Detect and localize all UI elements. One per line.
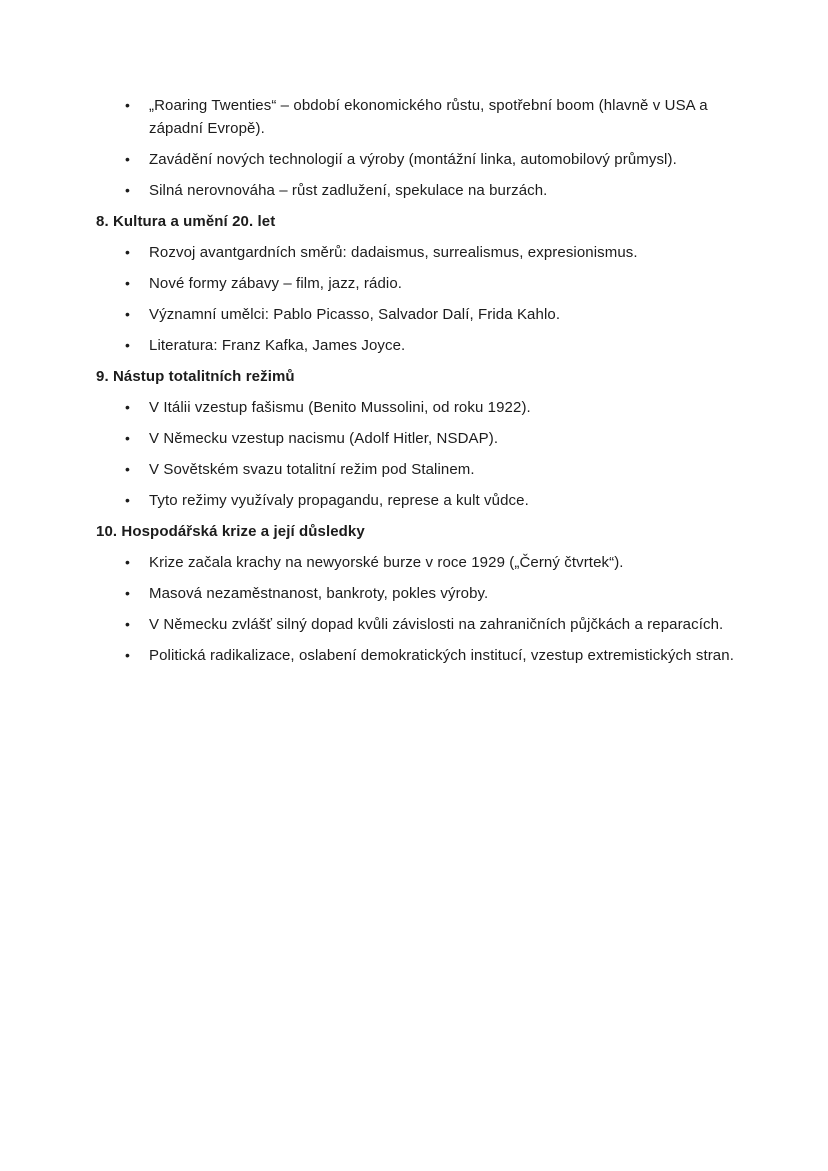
bullet-list bbox=[96, 396, 736, 512]
bullet-text: V Německu zvlášť silný dopad kvůli závislosti na zahraničních půjčkách a reparacích. bbox=[149, 616, 724, 633]
bullet-list bbox=[96, 551, 736, 667]
bullet-icon: • bbox=[125, 616, 130, 632]
bullet-text: „Roaring Twenties“ – období ekonomického růstu, spotřební boom (hlavně v USA a západní Evropě). bbox=[149, 97, 708, 137]
bullet-icon: • bbox=[125, 554, 130, 570]
bullet-icon: • bbox=[125, 244, 130, 260]
section-heading: 9. Nástup totalitních režimů bbox=[96, 368, 295, 385]
bullet-item bbox=[96, 303, 736, 326]
bullet-text: Rozvoj avantgardních směrů: dadaismus, surrealismus, expresionismus. bbox=[149, 244, 638, 261]
bullet-text: Masová nezaměstnanost, bankroty, pokles výroby. bbox=[149, 585, 489, 602]
bullet-icon: • bbox=[125, 399, 130, 415]
bullet-text: V Itálii vzestup fašismu (Benito Mussolini, od roku 1922). bbox=[149, 399, 531, 416]
bullet-icon: • bbox=[125, 182, 130, 198]
bullet-list bbox=[96, 94, 736, 202]
bullet-icon: • bbox=[125, 97, 130, 113]
bullet-icon: • bbox=[125, 337, 130, 353]
document-section-3 bbox=[96, 365, 736, 512]
bullet-item bbox=[96, 241, 736, 264]
bullet-text: Nové formy zábavy – film, jazz, rádio. bbox=[149, 275, 403, 292]
bullet-icon: • bbox=[125, 492, 130, 508]
bullet-icon: • bbox=[125, 306, 130, 322]
bullet-item bbox=[96, 334, 736, 357]
bullet-item bbox=[96, 179, 736, 202]
bullet-item bbox=[96, 489, 736, 512]
bullet-item bbox=[96, 551, 736, 574]
document-section-1 bbox=[96, 94, 736, 202]
bullet-icon: • bbox=[125, 647, 130, 663]
bullet-item bbox=[96, 396, 736, 419]
section-heading: 8. Kultura a umění 20. let bbox=[96, 213, 276, 230]
bullet-text: Tyto režimy využívaly propagandu, represe a kult vůdce. bbox=[149, 492, 529, 509]
bullet-icon: • bbox=[125, 430, 130, 446]
bullet-text: V Německu vzestup nacismu (Adolf Hitler, NSDAP). bbox=[149, 430, 499, 447]
bullet-list bbox=[96, 241, 736, 357]
bullet-text: Zavádění nových technologií a výroby (montážní linka, automobilový průmysl). bbox=[149, 151, 677, 168]
bullet-text: Silná nerovnováha – růst zadlužení, spekulace na burzách. bbox=[149, 182, 548, 199]
bullet-item bbox=[96, 458, 736, 481]
bullet-item bbox=[96, 582, 736, 605]
bullet-item bbox=[96, 613, 736, 636]
document-section-4 bbox=[96, 520, 736, 667]
document-content bbox=[96, 94, 736, 667]
bullet-icon: • bbox=[125, 461, 130, 477]
bullet-text: Významní umělci: Pablo Picasso, Salvador Dalí, Frida Kahlo. bbox=[149, 306, 561, 323]
bullet-item bbox=[96, 94, 736, 140]
bullet-icon: • bbox=[125, 275, 130, 291]
document-section-2 bbox=[96, 210, 736, 357]
section-heading: 10. Hospodářská krize a její důsledky bbox=[96, 523, 365, 540]
bullet-text: Krize začala krachy na newyorské burze v roce 1929 („Černý čtvrtek“). bbox=[149, 554, 624, 571]
bullet-item bbox=[96, 644, 736, 667]
bullet-item bbox=[96, 148, 736, 171]
bullet-text: V Sovětském svazu totalitní režim pod Stalinem. bbox=[149, 461, 475, 478]
bullet-text: Literatura: Franz Kafka, James Joyce. bbox=[149, 337, 406, 354]
bullet-icon: • bbox=[125, 151, 130, 167]
bullet-icon: • bbox=[125, 585, 130, 601]
bullet-text: Politická radikalizace, oslabení demokratických institucí, vzestup extremistických stran. bbox=[149, 647, 734, 664]
bullet-item bbox=[96, 427, 736, 450]
bullet-item bbox=[96, 272, 736, 295]
